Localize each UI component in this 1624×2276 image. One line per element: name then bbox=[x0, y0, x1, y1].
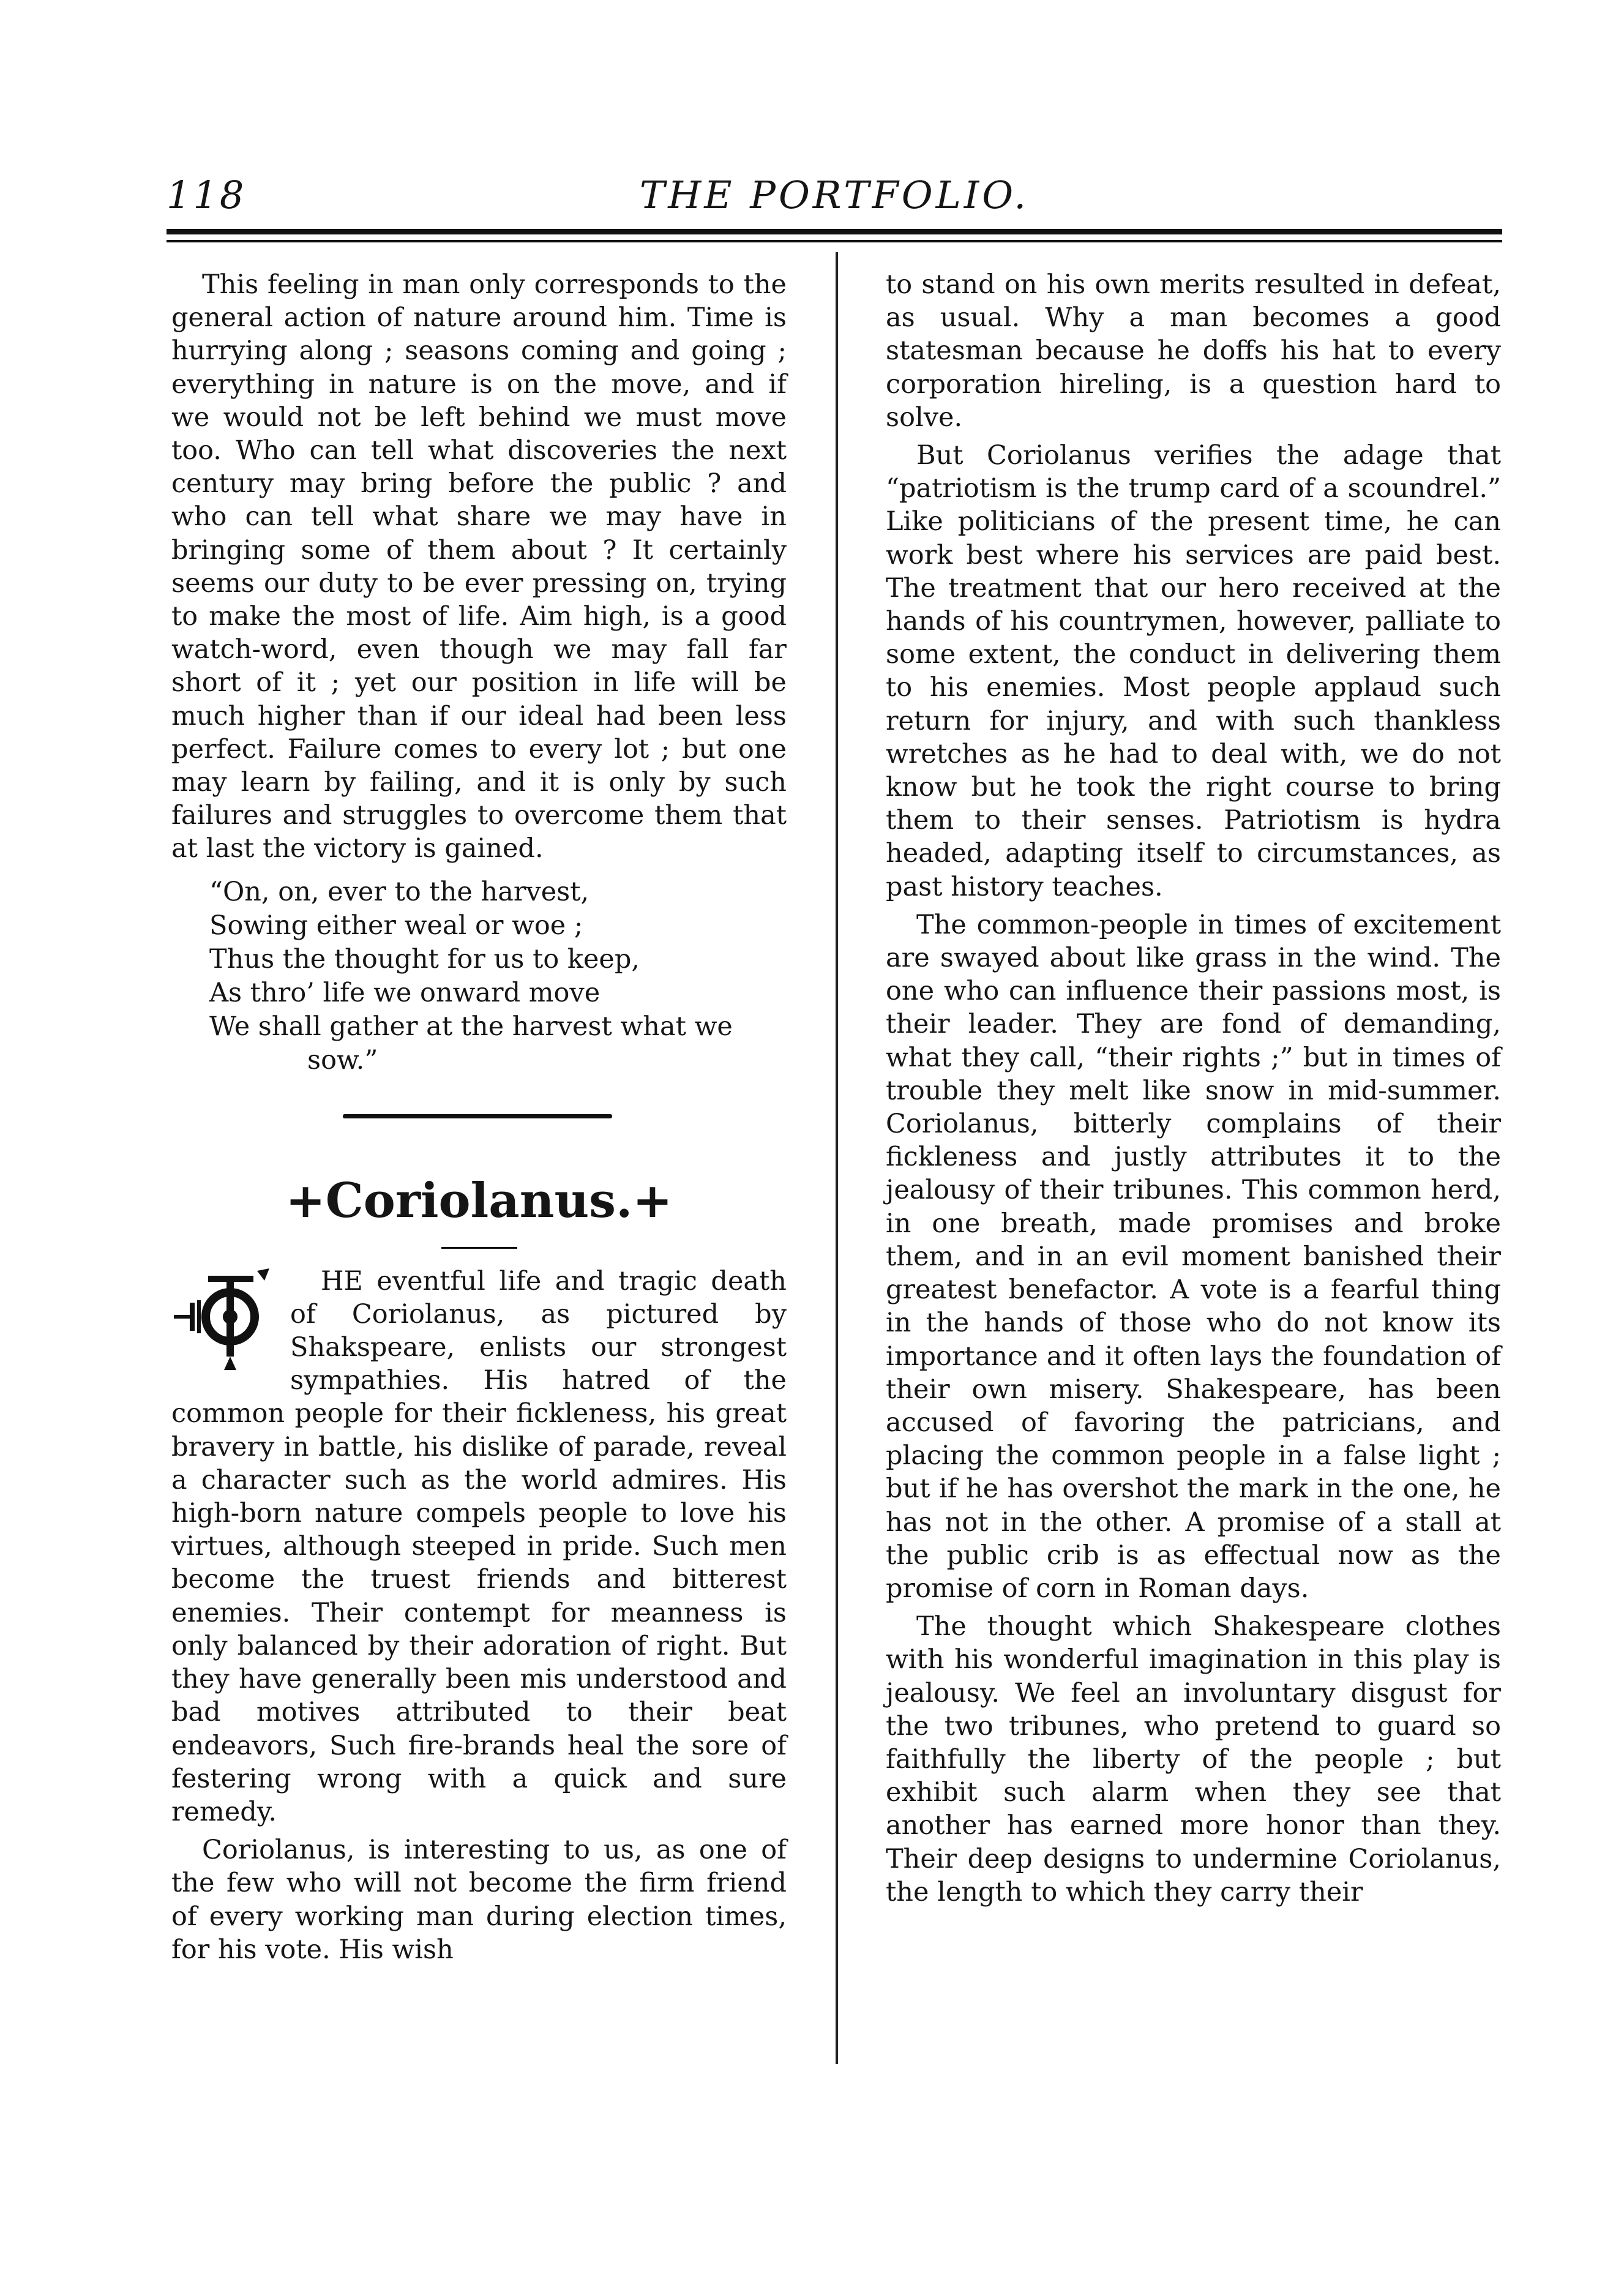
page-header bbox=[167, 173, 1502, 222]
decorated-initial-icon bbox=[171, 1265, 285, 1372]
poem-stanza bbox=[209, 875, 787, 1077]
poem-line: Sowing either weal or woe ; bbox=[209, 910, 583, 941]
paragraph: But Coriolanus verifies the adage that “patriotism is the trump card of a scoundrel.” Like politicians of the present time, he can work best where his services are paid best. The treatment that our hero received at the hands of his countrymen, however, palliate to some extent, the conduct in delivering them to his enemies. Most people applaud such return for injury, and with such thankless wretches as he had to deal with, we do not know but he took the right course to bring them to their senses. Patriotism is hydra headed, adapting itself to circumstances, as past history teaches. bbox=[886, 440, 1501, 902]
header-rule-thin bbox=[167, 240, 1502, 242]
poem-line: sow.” bbox=[307, 1044, 378, 1076]
paragraph: Coriolanus, is interesting to us, as one of the few who will not become the firm friend of every working man during election times, for his vote. His wish bbox=[171, 1835, 787, 1965]
paragraph: HE eventful life and tragic death of Coriolanus, as pictured by Shakspeare, enlists our strongest sympathies. His hatred of the common people for their fickleness, his great bravery in battle, his dislike of parade, reveal a character such as the world admires. His high-born nature compels people to love his virtues, although steeped in pride. Such men become the truest friends and bitterest enemies. Their contempt for meanness is only balanced by their adoration of right. But they have generally been mis understood and bad motives attributed to their beat endeavors, Such fire-brands heal the sore of festering wrong with a quick and sure remedy. bbox=[171, 1265, 787, 1827]
right-column bbox=[886, 268, 1501, 1914]
column-divider bbox=[836, 252, 838, 2064]
paragraph: The common-people in times of excitement are swayed about like grass in the wind. The one who can influence their passions most, is their leader. They are fond of demanding, what they call, “their rights ;” but in times of trouble they melt like snow in mid-summer. Coriolanus, bitterly complains of their fickleness and justly attributes it to the jealousy of their tribunes. This common herd, in one breath, made promises and broke them, and in an evil moment banished their greatest benefactor. A vote is a fearful thing in the hands of those who do not know its importance and it often lays the foundation of their own misery. Shakespeare, has been accused of favoring the patricians, and placing the common people in a false light ; but if he has overshot the mark in the one, he has not in the other. A promise of a stall at the public crib is as effectual now as the promise of corn in Roman days. bbox=[886, 909, 1501, 1604]
poem-line: Thus the thought for us to keep, bbox=[209, 943, 640, 975]
article-opening bbox=[171, 1265, 787, 1829]
title-rule bbox=[441, 1247, 517, 1249]
paragraph: to stand on his own merits resulted in defeat, as usual. Why a man becomes a good statesman because he doffs his hat to every corporation hireling, is a question hard to solve. bbox=[886, 269, 1501, 433]
header-rule-thick bbox=[167, 229, 1502, 234]
article-title: +Coriolanus.+ bbox=[285, 1172, 673, 1229]
left-column bbox=[171, 268, 787, 1971]
paragraph: The thought which Shakespeare clothes with his wonderful imagination in this play is jealousy. We feel an involuntary disgust for the two tribunes, who pretend to guard so faithfully the liberty of the people ; but exhibit such alarm when they see that another has earned more honor than they. Their deep designs to undermine Coriolanus, the length to which they carry their bbox=[886, 1611, 1501, 1907]
section-divider-ornament bbox=[343, 1114, 612, 1118]
paragraph: This feeling in man only corresponds to the general action of nature around him. Time is hurrying along ; seasons coming and going ; everything in nature is on the move, and if we would not be left behind we must move too. Who can tell what discoveries the next century may bring before the public ? and who can tell what share we may have in bringing some of them about ? It certainly seems our duty to be ever pressing on, trying to make the most of life. Aim high, is a good watch-word, even though we may fall far short of it ; yet our position in life will be much higher than if our ideal had been less perfect. Failure comes to every lot ; but one may learn by failing, and it is only by such failures and struggles to overcome them that at last the victory is gained. bbox=[171, 269, 787, 864]
running-title: THE PORTFOLIO. bbox=[639, 173, 1030, 217]
poem-line: “On, on, ever to the harvest, bbox=[209, 876, 589, 907]
poem-line: We shall gather at the harvest what we bbox=[209, 1011, 733, 1042]
page-number: 118 bbox=[167, 173, 247, 217]
poem-line: As thro’ life we onward move bbox=[209, 977, 601, 1008]
